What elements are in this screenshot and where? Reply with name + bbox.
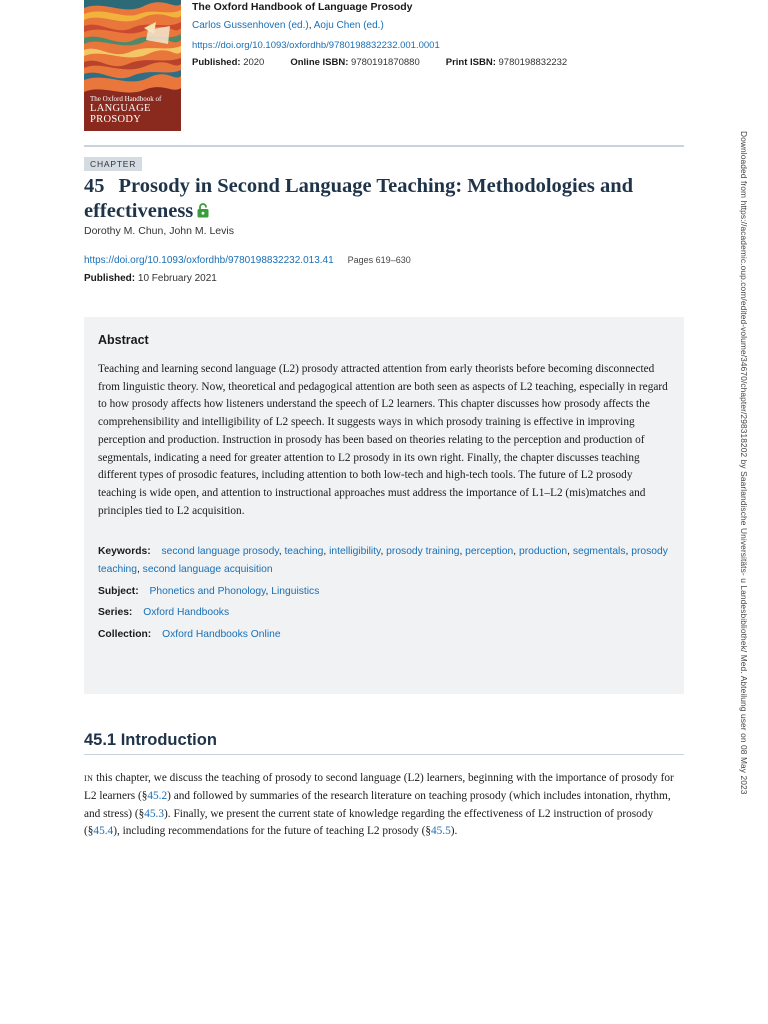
book-cover-image[interactable] [84, 0, 181, 131]
chapter-published [84, 273, 217, 284]
keyword-link[interactable]: prosody teaching [98, 546, 668, 576]
collection-row [98, 626, 670, 644]
header-divider [84, 145, 684, 147]
intro-lead-word: in [84, 772, 94, 784]
book-published-label: Published: [192, 57, 241, 68]
chapter-published-label: Published: [84, 273, 136, 284]
cover-line-1: The Oxford Handbook of [90, 95, 162, 103]
open-access-lock-icon [197, 200, 209, 225]
chapter-doi-row [84, 255, 411, 266]
book-info [192, 0, 672, 69]
intro-paragraph [84, 770, 684, 841]
intro-text-part: ). Finally, we present the current state of knowledge regarding the effectiveness of L2 instruction of prosody (§ [84, 807, 654, 838]
chapter-title-text: Prosody in Second Language Teaching: Methodologies and effectiveness [84, 175, 633, 222]
subject-link[interactable]: Phonetics and Phonology [149, 585, 266, 597]
book-published [192, 56, 264, 69]
cover-line-3: PROSODY [90, 114, 142, 125]
print-isbn-label: Print ISBN: [445, 57, 496, 68]
editor-link[interactable]: Carlos Gussenhoven (ed.) [192, 20, 309, 31]
editor-separator: , [308, 20, 314, 31]
cover-title [90, 95, 180, 125]
keyword-link[interactable]: segmentals [572, 546, 626, 558]
keyword-link[interactable]: second language acquisition [142, 564, 273, 576]
keyword-link[interactable]: intelligibility [329, 546, 381, 558]
print-isbn-value: 9780198832232 [498, 57, 568, 68]
subject-row: Subject: Phonetics and Phonology, Linguistics [98, 585, 320, 597]
online-isbn-label: Online ISBN: [290, 57, 349, 68]
book-editors [192, 19, 672, 32]
collection-link[interactable]: Oxford Handbooks Online [162, 628, 281, 640]
online-isbn-value: 9780191870880 [351, 57, 420, 68]
book-title[interactable]: The Oxford Handbook of Language Prosody [192, 1, 413, 13]
section-ref-link[interactable]: 45.4 [93, 825, 114, 838]
series-row [98, 604, 670, 622]
section-ref-link[interactable]: 45.5 [431, 825, 451, 838]
section-ref-link[interactable]: 45.3 [144, 807, 165, 820]
keyword-link[interactable]: production [519, 546, 568, 558]
chapter-metadata [98, 543, 670, 644]
abstract-panel [84, 317, 684, 694]
keyword-link[interactable]: teaching [284, 546, 324, 558]
chapter-published-value: 10 February 2021 [137, 273, 217, 284]
keywords-label: Keywords: [98, 546, 151, 558]
intro-text-part: this chapter, we discuss the teaching of prosody to second language (L2) learners, beginning with the importance of prosody for L2 learners (§ [84, 772, 674, 802]
book-doi-link[interactable]: https://doi.org/10.1093/oxfordhb/9780198832232.001.0001 [192, 40, 440, 51]
chapter-badge: CHAPTER [84, 157, 142, 171]
intro-text-part: ) and followed by summaries of the research literature on teaching prosody (which includes intonation, rhythm, and stress) (§ [84, 789, 671, 820]
book-print-isbn [446, 56, 567, 69]
series-label: Series: [98, 607, 133, 619]
book-doi [192, 39, 672, 52]
series-link[interactable]: Oxford Handbooks [143, 607, 230, 619]
keyword-link[interactable]: perception [465, 546, 514, 558]
subject-link[interactable]: Linguistics [271, 585, 320, 597]
keywords-row: Keywords: second language prosody, teaching, intelligibility, prosody training, perception, production, segmentals, prosody teaching, second language acquisition [98, 546, 668, 576]
chapter-number: 45 [84, 175, 105, 197]
keyword-link[interactable]: second language prosody [161, 546, 279, 558]
editor-link[interactable]: Aoju Chen (ed.) [313, 20, 384, 31]
book-online-isbn [290, 56, 419, 69]
chapter-doi-link[interactable]: https://doi.org/10.1093/oxfordhb/9780198832232.013.41 [84, 255, 334, 266]
book-published-value: 2020 [243, 57, 265, 68]
section-ref-link[interactable]: 45.2 [147, 789, 168, 802]
subject-label: Subject: [98, 585, 139, 597]
download-notice: Downloaded from https://academic.oup.com/edited-volume/34670/chapter/298318202 by Saarlandische Universitäts- u Landesbibliothek/ Med. Abteilung user on 08 May 2023 [739, 131, 749, 795]
abstract-heading: Abstract [98, 333, 149, 347]
abstract-text: Teaching and learning second language (L2) prosody attracted attention from early theorists before becoming disconnected from linguistic theory. Now, theoretical and pedagogical attention are both seen as aspects of L2 teaching, especially in regard to how prosody affects how listeners understand the speech of L2 learners. This chapter discusses how prosody affects the comprehensibility and intelligibility of L2 speech. It suggests ways in which prosody training is effective in improving perception and production. Instruction in prosody has been based on theories relating to the perception and production of segmentals, indicating a need for greater attention to L2 prosody in its own right. Finally, the chapter discusses teaching different types of prosodic features, including attention to both low-tech and high-tech tools. The future of L2 prosody teaching is wide open, and attention to instructional approaches must address the importance of L1–L2 (mis)matches and principles tied to L2 acquisition. [98, 363, 668, 517]
chapter-title [84, 174, 684, 225]
section-heading: 45.1 Introduction [84, 729, 684, 755]
intro-text-part: ), including recommendations for the future of teaching L2 prosody (§ [113, 825, 431, 838]
book-meta [192, 56, 672, 69]
chapter-authors: Dorothy M. Chun, John M. Levis [84, 225, 234, 237]
keyword-link[interactable]: prosody training [386, 546, 460, 558]
intro-text-part: ). [450, 825, 458, 838]
cover-line-2: LANGUAGE [90, 103, 151, 114]
chapter-pages: Pages 619–630 [347, 255, 411, 265]
collection-label: Collection: [98, 628, 152, 640]
